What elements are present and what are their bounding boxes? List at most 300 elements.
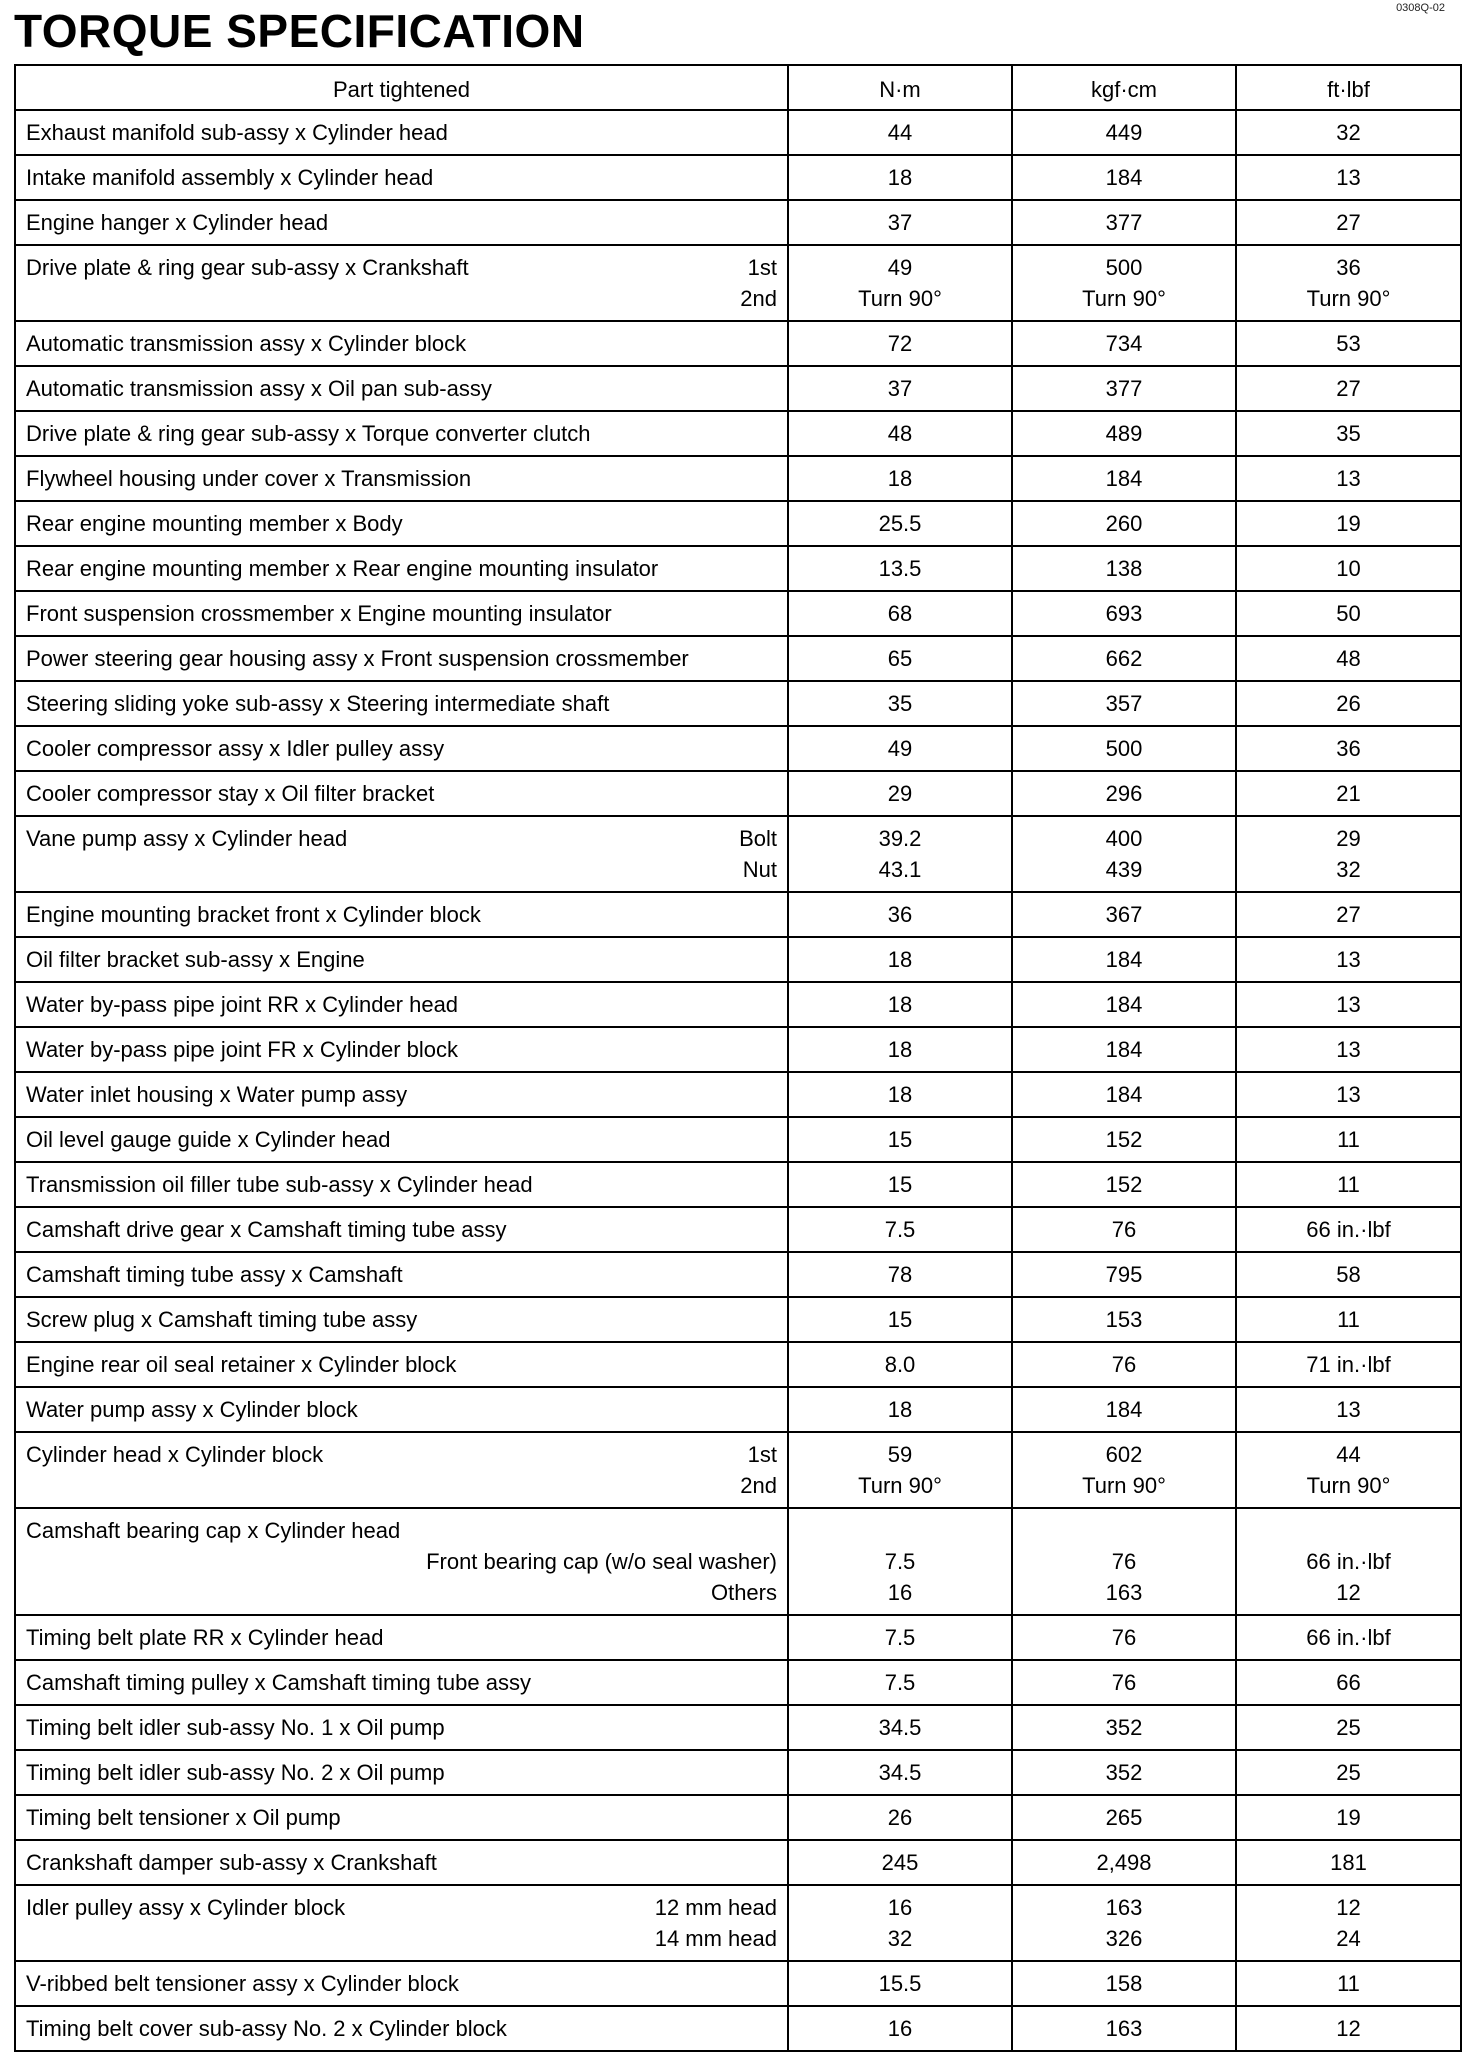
part-sub-label: 1st [747,255,777,280]
kgf-value: 76 [1111,1217,1137,1242]
nm-cell [788,591,1012,636]
table-row [15,2006,1461,2051]
kgf-cell [1012,245,1236,321]
ft-cell [1236,1252,1461,1297]
header-part: Part tightened [15,65,788,110]
kgf-cell [1012,1705,1236,1750]
ft-value: 26 [1336,691,1361,716]
kgf-cell [1012,726,1236,771]
part-cell [15,816,788,892]
ft-value: 58 [1336,1262,1361,1287]
part-cell [15,155,788,200]
ft-value: 29 [1336,826,1361,851]
nm-value: 34.5 [878,1715,922,1740]
kgf-value: 184 [1105,1397,1143,1422]
kgf-cell [1012,591,1236,636]
part-name: Crankshaft damper sub-assy x Crankshaft [26,1850,437,1875]
ft-value: 66 in.·lbf [1306,1549,1391,1574]
ft-value: 11 [1337,1971,1360,1996]
kgf-cell [1012,366,1236,411]
ft-cell [1236,1750,1461,1795]
part-cell [15,501,788,546]
kgf-value: 76 [1111,1352,1137,1377]
part-name: Camshaft drive gear x Camshaft timing tube assy [26,1217,507,1242]
part-name: Timing belt cover sub-assy No. 2 x Cylinder block [26,2016,507,2041]
ft-cell [1236,1795,1461,1840]
kgf-value: 163 [1105,1580,1143,1605]
part-name: Front suspension crossmember x Engine mounting insulator [26,601,612,626]
ft-cell [1236,1162,1461,1207]
kgf-value: 158 [1105,1971,1143,1996]
table-row [15,1072,1461,1117]
part-name: Camshaft timing tube assy x Camshaft [26,1262,403,1287]
part-sub-label: Front bearing cap (w/o seal washer) [426,1549,777,1574]
kgf-cell [1012,1252,1236,1297]
nm-value: 18 [887,1037,913,1062]
nm-value: 16 [887,1895,913,1920]
table-row [15,771,1461,816]
part-cell [15,1840,788,1885]
kgf-cell [1012,1072,1236,1117]
part-sub-label: Others [710,1580,777,1605]
nm-cell [788,1885,1012,1961]
ft-cell [1236,155,1461,200]
part-cell [15,1432,788,1508]
nm-cell [788,1027,1012,1072]
ft-value: 11 [1337,1307,1360,1332]
kgf-value: Turn 90° [1082,1473,1166,1498]
kgf-cell [1012,681,1236,726]
nm-cell [788,1117,1012,1162]
nm-cell [788,1162,1012,1207]
kgf-value: 76 [1111,1670,1137,1695]
ft-value: 11 [1337,1172,1360,1197]
ft-value: Turn 90° [1306,1473,1391,1498]
ft-value: 13 [1336,1397,1361,1422]
part-cell [15,411,788,456]
kgf-cell [1012,1162,1236,1207]
ft-cell [1236,321,1461,366]
part-cell [15,200,788,245]
kgf-cell [1012,1387,1236,1432]
table-row [15,681,1461,726]
kgf-value: 734 [1105,331,1143,356]
part-name: Timing belt idler sub-assy No. 1 x Oil pump [26,1715,445,1740]
table-row [15,1297,1461,1342]
part-cell [15,366,788,411]
ft-value: 11 [1337,1127,1360,1152]
table-row [15,1961,1461,2006]
part-name: Cylinder head x Cylinder block [26,1442,324,1467]
nm-cell [788,1961,1012,2006]
kgf-cell [1012,1961,1236,2006]
nm-cell [788,110,1012,155]
ft-cell [1236,1840,1461,1885]
nm-value: 48 [887,421,913,446]
part-name: Power steering gear housing assy x Front suspension crossmember [26,646,689,671]
table-row [15,1840,1461,1885]
table-row [15,1885,1461,1961]
part-cell [15,726,788,771]
nm-cell [788,1432,1012,1508]
kgf-value: 184 [1105,1037,1143,1062]
kgf-value: 602 [1105,1442,1143,1467]
nm-cell [788,726,1012,771]
part-cell [15,321,788,366]
nm-cell [788,1750,1012,1795]
ft-cell [1236,1508,1461,1615]
kgf-value: 326 [1105,1926,1143,1951]
part-cell [15,1207,788,1252]
nm-value: 29 [887,781,913,806]
table-row [15,1615,1461,1660]
ft-cell [1236,937,1461,982]
kgf-value: 76 [1111,1549,1137,1574]
ft-value: 21 [1336,781,1361,806]
table-row [15,1117,1461,1162]
nm-value: 18 [887,466,913,491]
part-name: Rear engine mounting member x Rear engine mounting insulator [26,556,659,581]
ft-cell [1236,771,1461,816]
ft-value: 13 [1336,1037,1361,1062]
kgf-value: 184 [1105,947,1143,972]
nm-value: 16 [887,1580,913,1605]
nm-value: 35 [887,691,913,716]
kgf-cell [1012,456,1236,501]
kgf-value: 76 [1111,1625,1137,1650]
part-cell [15,110,788,155]
table-row [15,1705,1461,1750]
table-row [15,591,1461,636]
nm-value: Turn 90° [858,1473,942,1498]
ft-cell [1236,1387,1461,1432]
nm-value: 15 [887,1172,913,1197]
nm-value: 15 [887,1307,913,1332]
part-cell [15,1660,788,1705]
ft-value: 13 [1336,466,1361,491]
part-name: Water inlet housing x Water pump assy [26,1082,408,1107]
part-cell [15,591,788,636]
part-name: Vane pump assy x Cylinder head [26,826,348,851]
nm-value: 78 [887,1262,913,1287]
nm-cell [788,200,1012,245]
torque-spec-body [15,65,1461,2051]
header-kgf: kgf·cm [1012,65,1236,110]
table-row [15,245,1461,321]
table-row [15,1342,1461,1387]
kgf-cell [1012,1432,1236,1508]
ft-cell [1236,366,1461,411]
ft-value: 36 [1336,255,1361,280]
nm-cell [788,1207,1012,1252]
ft-value: 12 [1336,1895,1361,1920]
nm-value: 37 [887,210,913,235]
nm-cell [788,456,1012,501]
table-row [15,546,1461,591]
kgf-value: 795 [1105,1262,1143,1287]
nm-value: 39.2 [878,826,922,851]
table-row [15,110,1461,155]
nm-value: 18 [887,165,913,190]
nm-cell [788,1387,1012,1432]
nm-value: 65 [887,646,913,671]
part-cell [15,937,788,982]
part-cell [15,456,788,501]
nm-cell [788,892,1012,937]
table-row [15,366,1461,411]
nm-cell [788,982,1012,1027]
ft-cell [1236,411,1461,456]
nm-cell [788,546,1012,591]
kgf-cell [1012,771,1236,816]
nm-cell [788,816,1012,892]
nm-cell [788,155,1012,200]
table-row [15,1387,1461,1432]
nm-cell [788,411,1012,456]
nm-cell [788,2006,1012,2051]
part-name: Screw plug x Camshaft timing tube assy [26,1307,418,1332]
kgf-value: 449 [1105,120,1143,145]
table-row [15,1795,1461,1840]
part-cell [15,2006,788,2051]
ft-cell [1236,1961,1461,2006]
ft-value: 13 [1336,165,1361,190]
nm-cell [788,1840,1012,1885]
table-row [15,456,1461,501]
kgf-value: 260 [1105,511,1143,536]
kgf-value: 377 [1105,376,1143,401]
ft-cell [1236,982,1461,1027]
table-row [15,1162,1461,1207]
kgf-cell [1012,892,1236,937]
kgf-value: 163 [1105,2016,1143,2041]
part-name: Idler pulley assy x Cylinder block [26,1895,346,1920]
ft-value: 10 [1336,556,1361,581]
part-name: Camshaft timing pulley x Camshaft timing tube assy [26,1670,531,1695]
ft-cell [1236,2006,1461,2051]
table-row [15,1750,1461,1795]
part-cell [15,892,788,937]
part-name: Drive plate & ring gear sub-assy x Torque converter clutch [26,421,591,446]
ft-cell [1236,501,1461,546]
table-header-row [15,65,1461,110]
kgf-value: 439 [1105,857,1143,882]
kgf-cell [1012,200,1236,245]
ft-cell [1236,1207,1461,1252]
part-name: Water by-pass pipe joint FR x Cylinder block [26,1037,459,1062]
table-row [15,1432,1461,1508]
nm-cell [788,366,1012,411]
part-cell [15,1162,788,1207]
ft-value: 66 in.·lbf [1306,1217,1391,1242]
part-cell [15,1342,788,1387]
part-name: Automatic transmission assy x Cylinder block [26,331,467,356]
kgf-cell [1012,1508,1236,1615]
table-row [15,982,1461,1027]
part-cell [15,1795,788,1840]
kgf-cell [1012,937,1236,982]
nm-value: 36 [887,902,913,927]
ft-value: 66 in.·lbf [1306,1625,1391,1650]
part-cell [15,1615,788,1660]
kgf-cell [1012,155,1236,200]
nm-cell [788,245,1012,321]
kgf-value: 367 [1105,902,1143,927]
kgf-value: 152 [1105,1127,1143,1152]
part-cell [15,771,788,816]
ft-cell [1236,110,1461,155]
ft-value: 48 [1336,646,1361,671]
part-name: Cooler compressor stay x Oil filter bracket [26,781,435,806]
ft-cell [1236,245,1461,321]
ft-value: Turn 90° [1306,286,1391,311]
table-row [15,1027,1461,1072]
part-name: Water by-pass pipe joint RR x Cylinder head [26,992,459,1017]
ft-cell [1236,636,1461,681]
part-name: Transmission oil filler tube sub-assy x Cylinder head [26,1172,533,1197]
part-name: Intake manifold assembly x Cylinder head [26,165,434,190]
nm-value: 49 [887,736,913,761]
ft-value: 32 [1336,857,1361,882]
ft-value: 71 in.·lbf [1306,1352,1391,1377]
nm-value: 32 [887,1926,913,1951]
kgf-cell [1012,1207,1236,1252]
ft-value: 19 [1336,511,1361,536]
nm-value: 7.5 [884,1217,916,1242]
kgf-cell [1012,1660,1236,1705]
kgf-value: 184 [1105,1082,1143,1107]
ft-value: 27 [1336,902,1361,927]
kgf-value: 184 [1105,165,1143,190]
part-name: Oil level gauge guide x Cylinder head [26,1127,391,1152]
nm-value: 18 [887,992,913,1017]
ft-cell [1236,892,1461,937]
ft-value: 36 [1336,736,1361,761]
nm-value: 18 [887,1397,913,1422]
kgf-value: 184 [1105,992,1143,1017]
kgf-value: 377 [1105,210,1143,235]
ft-cell [1236,1297,1461,1342]
kgf-cell [1012,501,1236,546]
part-name: Cooler compressor assy x Idler pulley assy [26,736,445,761]
table-row [15,411,1461,456]
kgf-cell [1012,1342,1236,1387]
part-sub-label: 2nd [740,286,777,311]
kgf-cell [1012,321,1236,366]
part-cell [15,1072,788,1117]
part-name: Exhaust manifold sub-assy x Cylinder head [26,120,448,145]
ft-cell [1236,1432,1461,1508]
ft-value: 53 [1336,331,1361,356]
ft-cell [1236,546,1461,591]
part-name: Timing belt plate RR x Cylinder head [26,1625,384,1650]
ft-cell [1236,1615,1461,1660]
kgf-cell [1012,110,1236,155]
nm-cell [788,321,1012,366]
nm-value: 68 [887,601,913,626]
nm-cell [788,771,1012,816]
kgf-value: 693 [1105,601,1143,626]
ft-value: 32 [1336,120,1361,145]
kgf-value: 357 [1105,691,1143,716]
table-row [15,155,1461,200]
ft-value: 13 [1336,1082,1361,1107]
table-row [15,1252,1461,1297]
part-sub-label: 2nd [740,1473,777,1498]
part-sub-label: 14 mm head [654,1926,777,1951]
nm-value: 44 [887,120,913,145]
nm-cell [788,636,1012,681]
part-cell [15,1508,788,1615]
nm-value: 16 [887,2016,913,2041]
nm-value: 59 [887,1442,913,1467]
part-cell [15,1705,788,1750]
kgf-cell [1012,2006,1236,2051]
nm-value: 15.5 [878,1971,922,1996]
part-sub-label: Nut [742,857,777,882]
ft-cell [1236,1072,1461,1117]
nm-cell [788,1342,1012,1387]
part-sub-label: Bolt [739,826,777,851]
part-name: Rear engine mounting member x Body [26,511,403,536]
part-cell [15,636,788,681]
part-cell [15,1750,788,1795]
kgf-value: Turn 90° [1082,286,1166,311]
nm-cell [788,501,1012,546]
part-name: Timing belt idler sub-assy No. 2 x Oil pump [26,1760,445,1785]
ft-value: 181 [1330,1850,1367,1875]
kgf-cell [1012,1840,1236,1885]
ft-value: 25 [1336,1715,1361,1740]
part-cell [15,681,788,726]
table-row [15,200,1461,245]
kgf-cell [1012,1615,1236,1660]
nm-cell [788,1795,1012,1840]
nm-value: 18 [887,1082,913,1107]
ft-value: 44 [1336,1442,1361,1467]
row-spacer [799,1515,1001,1546]
table-row [15,321,1461,366]
ft-cell [1236,456,1461,501]
kgf-cell [1012,1795,1236,1840]
kgf-value: 138 [1105,556,1143,581]
nm-cell [788,681,1012,726]
part-cell [15,1027,788,1072]
ft-cell [1236,1885,1461,1961]
nm-cell [788,1615,1012,1660]
part-name: Water pump assy x Cylinder block [26,1397,358,1422]
ft-value: 24 [1336,1926,1361,1951]
ft-value: 27 [1336,376,1361,401]
ft-cell [1236,1117,1461,1162]
ft-cell [1236,816,1461,892]
part-cell [15,1961,788,2006]
nm-value: 15 [887,1127,913,1152]
ft-value: 25 [1336,1760,1361,1785]
nm-cell [788,1252,1012,1297]
kgf-value: 163 [1105,1895,1143,1920]
part-name: Engine mounting bracket front x Cylinder block [26,902,481,927]
page-title: TORQUE SPECIFICATION [14,5,585,57]
torque-spec-table [14,64,1462,2052]
part-cell [15,546,788,591]
nm-cell [788,1705,1012,1750]
part-name: Engine hanger x Cylinder head [26,210,329,235]
ft-value: 12 [1336,1580,1361,1605]
part-cell [15,245,788,321]
kgf-value: 265 [1105,1805,1143,1830]
kgf-cell [1012,1027,1236,1072]
